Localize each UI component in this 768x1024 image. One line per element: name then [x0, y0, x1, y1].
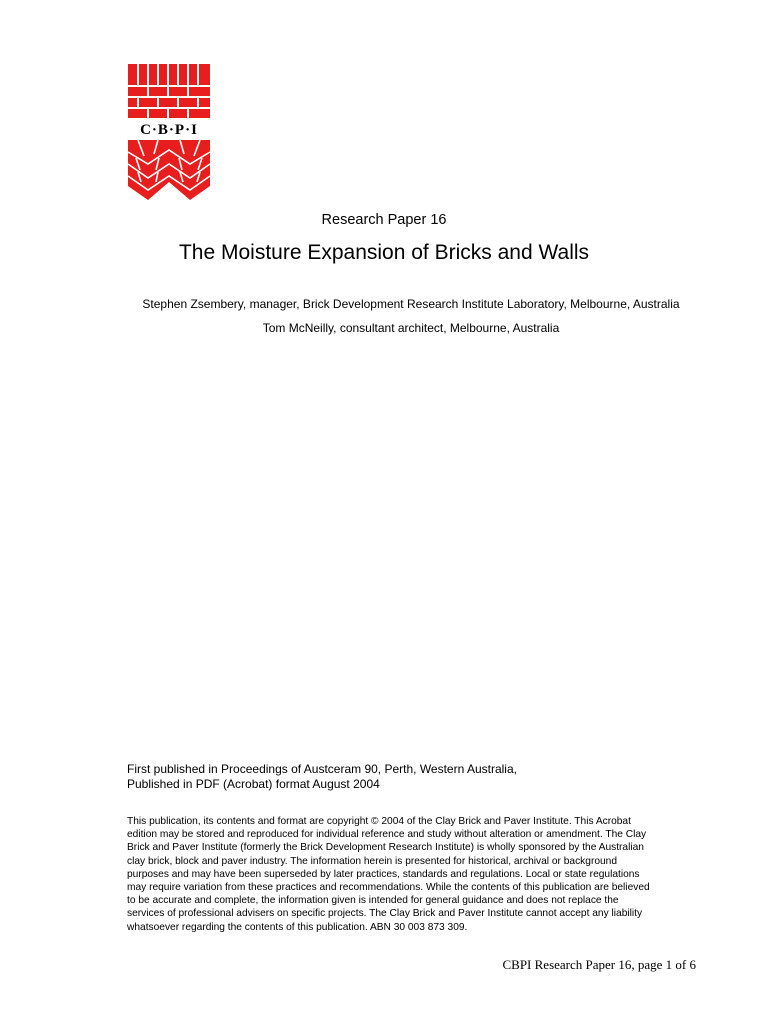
copyright-line: whatsoever regarding the contents of this publication. ABN 30 003 873 309.	[127, 921, 468, 933]
copyright-line: services of professional advisers on specific projects. The Clay Brick and Paver Institute cannot accept any liability	[127, 908, 643, 920]
copyright-line: may require variation from these practices and recommendations. While the contents of this publication are believed	[127, 882, 650, 894]
author-line: Stephen Zsembery, manager, Brick Development Research Institute Laboratory, Melbourne, Australia	[142, 297, 680, 311]
document-title: The Moisture Expansion of Bricks and Walls	[178, 241, 590, 264]
research-paper-label: Research Paper 16	[321, 212, 447, 228]
copyright-line: Brick and Paver Institute (formerly the Brick Development Research Institute) is wholly sponsored by the Australian	[127, 842, 644, 854]
copyright-line: to be accurate and complete, the information given is intended for general guidance and does not replace the	[127, 895, 619, 907]
publication-info	[127, 762, 517, 792]
cbpi-logo	[126, 64, 212, 200]
logo-text: C·B·P·I	[140, 122, 198, 138]
copyright-line: edition may be stored and reproduced for individual reference and study without alteration or amendment. The Clay	[127, 829, 647, 841]
author-line: Tom McNeilly, consultant architect, Melbourne, Australia	[262, 321, 560, 335]
logo-brick-w	[128, 140, 210, 200]
first-published-line: First published in Proceedings of Austceram 90, Perth, Western Australia,	[127, 762, 517, 776]
pdf-published-line: Published in PDF (Acrobat) format August 2004	[127, 777, 380, 791]
page-footer: CBPI Research Paper 16, page 1 of 6	[502, 957, 696, 972]
copyright-line: purposes and may have been superseded by later practices, standards and regulations. Local or state regulations	[127, 868, 640, 880]
copyright-notice	[127, 815, 727, 934]
copyright-line: This publication, its contents and format are copyright © 2004 of the Clay Brick and Paver Institute. This Acrobat	[127, 816, 631, 827]
copyright-line: clay brick, block and paver industry. The information herein is presented for historical, archival or background	[127, 855, 617, 867]
